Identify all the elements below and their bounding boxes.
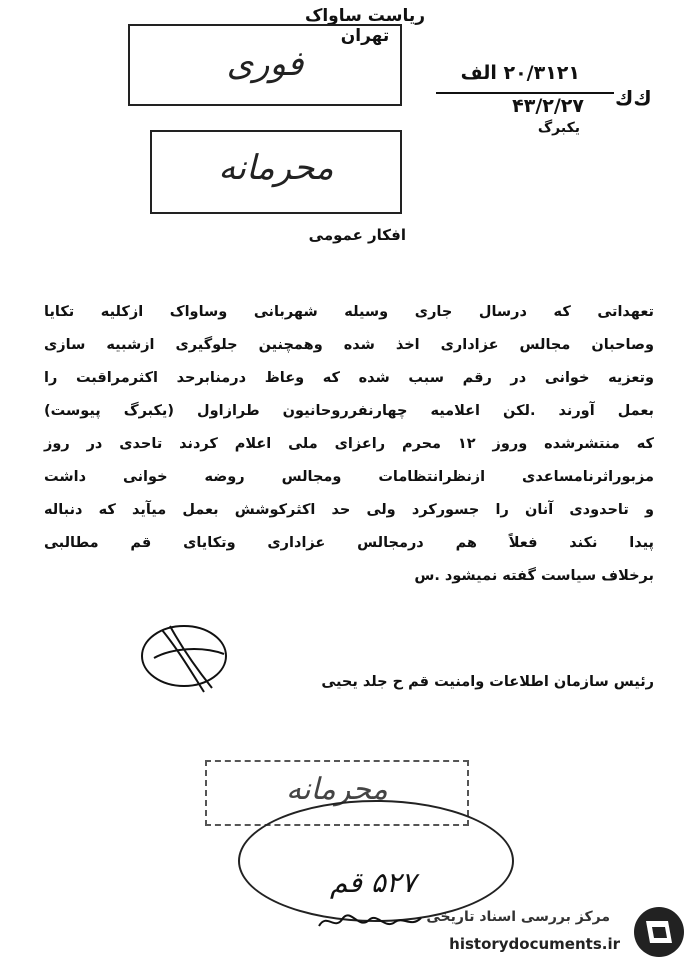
body-line: مزبوراثرنامساعدی ازنظرانتظامات ومجالس روضه خوانی داشت <box>44 469 654 485</box>
body-line: وتعزیه خوانی در رقم سبب شده که وعاظ درمنابرحد اکثرمراقبت را <box>44 370 654 386</box>
body-line: وصاحبان مجالس عزاداری اخذ شده وهمچنین جلوگیری ازشبیه سازی <box>44 337 654 353</box>
archive-logo-icon <box>632 905 686 959</box>
handwritten-number: ۵۲۷ قم <box>330 866 417 899</box>
oval-stamp <box>238 800 514 922</box>
reference-number: ۲۰/۳۱۲۱ الف <box>460 62 580 84</box>
urgent-stamp-text: فوری <box>226 44 304 84</box>
body-line: برخلاف سیاست گفته نمیشود .س <box>414 568 654 584</box>
body-line: که منتشرشده وروز ۱۲ محرم راعزای ملی اعلام کردند تاحدی در روز <box>44 436 654 452</box>
header-title: ریاست ساواک تهران <box>304 6 426 46</box>
reference-note: یکبرگ <box>537 120 580 136</box>
letter-body <box>44 296 654 593</box>
body-line: تعهداتی که درسال جاری وسیله شهربانی وساواک ازکلیه تکایا <box>44 304 654 320</box>
urgent-stamp <box>128 24 402 106</box>
reference-mark-icon: ﻙﻙ <box>615 86 652 110</box>
confidential-stamp <box>150 130 402 214</box>
signature-line: رئیس سازمان اطلاعات وامنیت قم ح جلد یحیی <box>321 674 654 690</box>
watermark-text: مرکز بررسی اسناد تاریخی <box>426 909 610 925</box>
body-line: و تاحدودی آنان را جسورکرد ولی حد اکثرکوشش بعمل میآید که دنباله <box>44 502 654 518</box>
reference-divider <box>436 92 614 94</box>
department-heading: افکار عمومی <box>308 226 406 244</box>
body-line: پیدا نکند فعلاً هم درمجالس عزاداری وتکایای قم مطالبی <box>44 535 654 551</box>
confidential-stamp-faded-text: محرمانه <box>286 772 388 807</box>
handwritten-scrawl-icon <box>315 906 425 936</box>
confidential-stamp-text: محرمانه <box>218 148 334 188</box>
body-line: بعمل آورند .لکن اعلامیه چهارنفرروحانیون طرازاول (یکبرگ پیوست) <box>44 403 654 419</box>
reference-date: ۴۳/۲/۲۷ <box>512 95 584 117</box>
watermark-url: historydocuments.ir <box>449 935 620 953</box>
